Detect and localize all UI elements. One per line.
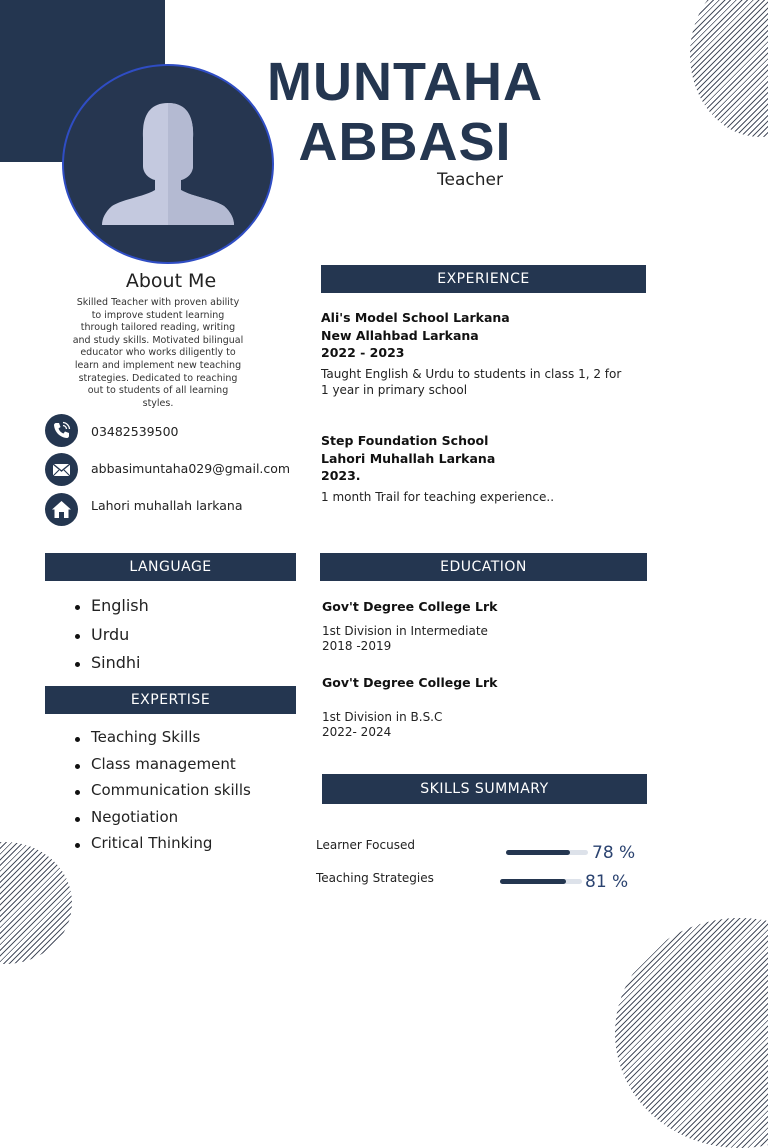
skill-percentage: 78 % <box>592 843 636 863</box>
hatched-circle-bottom-right <box>615 918 768 1148</box>
hatched-circle-left <box>0 842 72 964</box>
experience-location: Lahori Muhallah Larkana <box>321 450 496 466</box>
expertise-item: Communication skills <box>75 781 251 808</box>
home-icon <box>45 493 78 526</box>
experience-item <box>321 309 641 398</box>
language-item: Sindhi <box>75 653 149 682</box>
last-name: ABBASI <box>298 112 512 172</box>
education-degree: 1st Division in Intermediate <box>322 624 488 638</box>
candidate-name <box>255 52 555 172</box>
skill-label: Learner Focused <box>316 838 415 852</box>
experience-school: Step Foundation School <box>321 433 489 448</box>
language-list <box>75 596 149 682</box>
person-silhouette-icon <box>64 66 272 262</box>
language-item: Urdu <box>75 625 149 654</box>
language-item: English <box>75 596 149 625</box>
avatar <box>62 64 274 264</box>
expertise-item: Teaching Skills <box>75 728 251 755</box>
address-text: Lahori muhallah larkana <box>91 498 243 513</box>
about-text: Skilled Teacher with proven ability to improve student learning through tailored reading, writing and study skills. Motivated bilingual educator who works diligently to learn and implement new teaching strategies. Dedicated to reaching out to students of all learning styles. <box>72 297 244 409</box>
skill-percentage: 81 % <box>585 872 629 892</box>
experience-item <box>321 432 641 505</box>
skill-progress-fill <box>500 879 566 884</box>
email-text: abbasimuntaha029@gmail.com <box>91 461 291 476</box>
education-heading: EDUCATION <box>320 553 647 581</box>
mail-icon <box>45 453 78 486</box>
experience-heading: EXPERIENCE <box>321 265 646 293</box>
phone-icon <box>45 414 78 447</box>
experience-years: 2022 - 2023 <box>321 345 405 360</box>
phone-text: 03482539500 <box>91 424 179 439</box>
skills-heading: SKILLS SUMMARY <box>322 774 647 804</box>
language-heading: LANGUAGE <box>45 553 296 581</box>
education-entry <box>322 710 442 740</box>
education-school: Gov't Degree College Lrk <box>322 599 498 614</box>
expertise-item: Class management <box>75 755 251 782</box>
about-title: About Me <box>125 270 217 292</box>
education-years: 2018 -2019 <box>322 639 392 653</box>
experience-years: 2023. <box>321 468 361 483</box>
skill-progress-track <box>500 879 582 884</box>
expertise-item: Negotiation <box>75 808 251 835</box>
education-degree: 1st Division in B.S.C <box>322 710 443 724</box>
experience-school: Ali's Model School Larkana <box>321 310 510 325</box>
skill-progress-track <box>506 850 588 855</box>
expertise-heading: EXPERTISE <box>45 686 296 714</box>
skill-label: Teaching Strategies <box>316 871 434 885</box>
job-role: Teacher <box>437 170 503 190</box>
education-school: Gov't Degree College Lrk <box>322 675 498 690</box>
experience-location: New Allahbad Larkana <box>321 327 479 343</box>
education-years: 2022- 2024 <box>322 725 392 739</box>
expertise-item: Critical Thinking <box>75 834 251 861</box>
education-entry <box>322 624 488 654</box>
experience-desc: Taught English & Urdu to students in class 1, 2 for 1 year in primary school <box>321 366 622 397</box>
hatched-circle-top-right <box>690 0 768 137</box>
experience-desc: 1 month Trail for teaching experience.. <box>321 489 555 504</box>
expertise-list <box>75 728 251 861</box>
skill-progress-fill <box>506 850 570 855</box>
first-name: MUNTAHA <box>267 52 543 112</box>
